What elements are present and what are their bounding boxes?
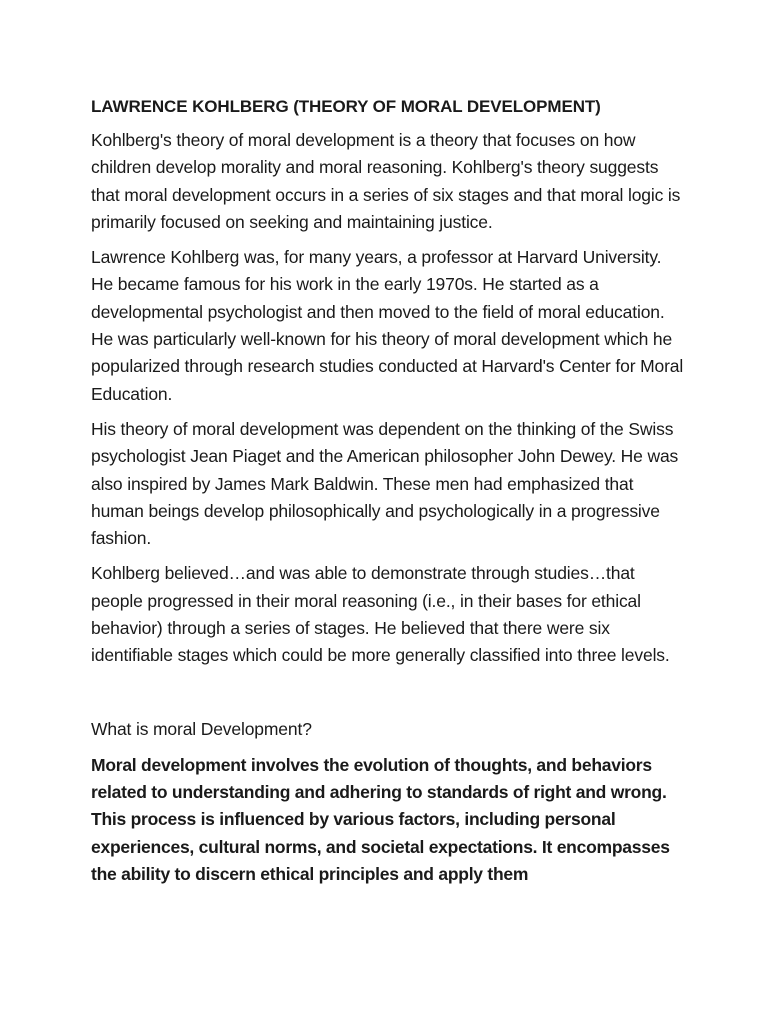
paragraph-intro: Kohlberg's theory of moral development is a theory that focuses on how children develop morality and moral reasoning. Kohlberg's theory suggests that moral development occurs in a series of six stages and that moral logic is primarily focused on seeking and maintaining justice. <box>91 130 681 232</box>
paragraph-influences: His theory of moral development was dependent on the thinking of the Swiss psychologist Jean Piaget and the American philosopher John Dewey. He was also inspired by James Mark Baldwin. These men had emphasized that human beings develop philosophically and psychologically in a progressive fashion. <box>91 418 679 549</box>
blank-line <box>91 678 687 716</box>
question-heading: What is moral Development? <box>91 718 312 739</box>
document-title: LAWRENCE KOHLBERG (THEORY OF MORAL DEVELOPMENT) <box>91 97 601 116</box>
paragraph-stages: Kohlberg believed…and was able to demonstrate through studies…that people progressed in their moral reasoning (i.e., in their bases for ethical behavior) through a series of stages. He believed that there were six identifiable stages which could be more generally classified into three levels. <box>91 563 670 666</box>
document-body <box>91 96 687 888</box>
paragraph-biography: Lawrence Kohlberg was, for many years, a professor at Harvard University. He became famous for his work in the early 1970s. He started as a developmental psychologist and then moved to the field of moral education. He was particularly well-known for his theory of moral development which he popularized through research studies conducted at Harvard's Center for Moral Education. <box>91 247 684 404</box>
answer-paragraph: Moral development involves the evolution of thoughts, and behaviors related to understanding and adhering to standards of right and wrong. This process is influenced by various factors, including personal experiences, cultural norms, and societal expectations. It encompasses the ability to discern ethical principles and apply them <box>91 754 670 884</box>
